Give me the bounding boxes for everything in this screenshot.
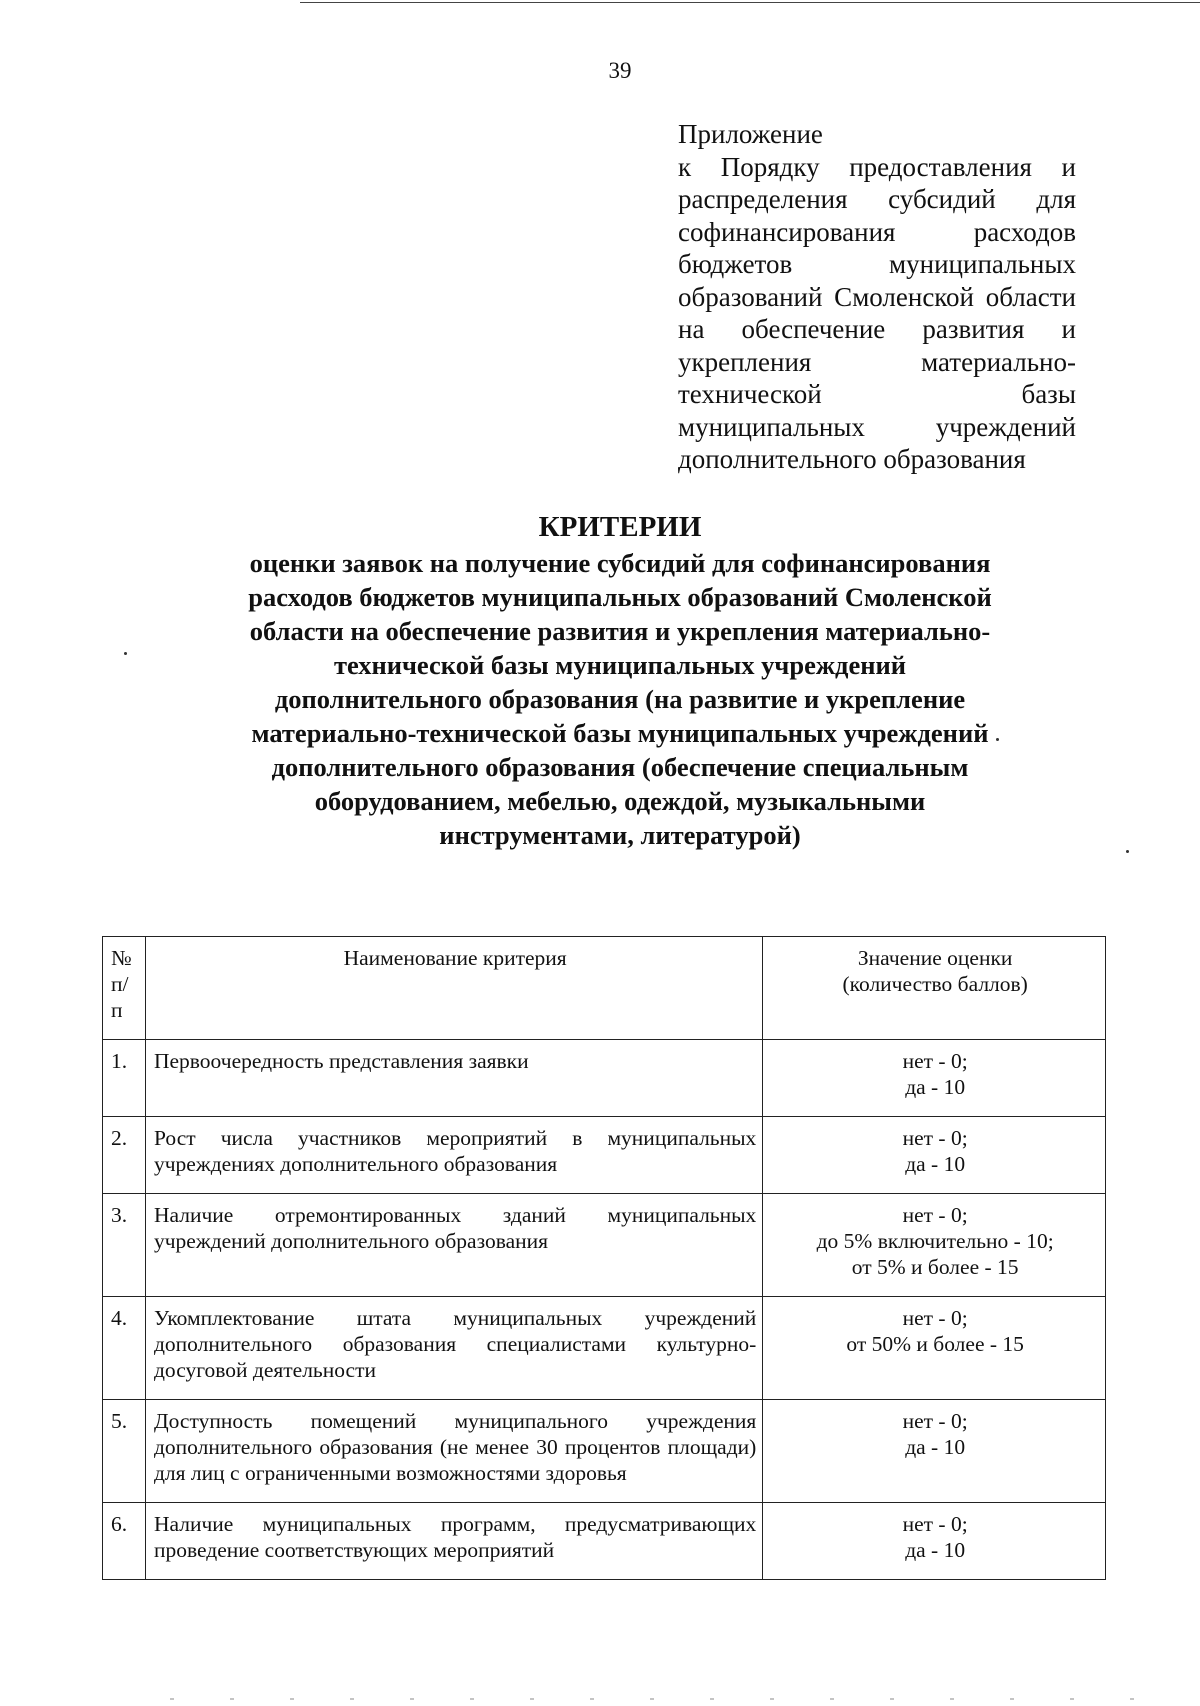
row-criterion: Рост числа участников мероприятий в муниципальных учреждениях дополнительного образования [145,1117,762,1194]
table-row [103,1117,1106,1194]
header-score: Значение оценки (количество баллов) [763,937,1106,1040]
row-score: нет - 0; да - 10 [763,1503,1106,1580]
appendix-body: к Порядку предоставления и распределения субсидий для софинансирования расходов бюджетов муниципальных образований Смоленской области на обеспечение развития и укрепления материально-технической базы муниципальных учреждений дополнительного образования [678,151,1076,474]
row-score: нет - 0; да - 10 [763,1117,1106,1194]
row-score: нет - 0; да - 10 [763,1400,1106,1503]
row-criterion: Укомплектование штата муниципальных учреждений дополнительного образования специалистами культурно-досуговой деятельности [145,1297,762,1400]
table-row [103,1297,1106,1400]
row-num: 6. [103,1503,146,1580]
row-num: 5. [103,1400,146,1503]
row-score: нет - 0; да - 10 [763,1040,1106,1117]
heading-subtitle: оценки заявок на получение субсидий для софинансирования расходов бюджетов муниципальных образований Смоленской области на обеспечение развития и укрепления материально-технической базы муниципальных учреждений дополнительного образования (на развитие и укрепление материально-технической базы муниципальных учреждений дополнительного образования (обеспечение специальным оборудованием, мебелью, одеждой, музыкальными инструментами, литературой) [248,548,992,850]
table-row [103,1040,1106,1117]
table-body [103,1040,1106,1580]
row-criterion: Наличие отремонтированных зданий муниципальных учреждений дополнительного образования [145,1194,762,1297]
document-heading [240,510,1000,852]
row-score: нет - 0; до 5% включительно - 10; от 5% и более - 15 [763,1194,1106,1297]
row-criterion: Доступность помещений муниципального учреждения дополнительного образования (не менее 30 процентов площади) для лиц с ограниченными возможностями здоровья [145,1400,762,1503]
row-num: 3. [103,1194,146,1297]
table-row [103,1194,1106,1297]
row-num: 2. [103,1117,146,1194]
row-num: 1. [103,1040,146,1117]
scan-speck [996,738,999,741]
scan-top-edge-line [300,2,1200,3]
appendix-block [678,118,1076,476]
table-row [103,1503,1106,1580]
appendix-title: Приложение [678,119,823,149]
table-row [103,1400,1106,1503]
table-header-row [103,937,1106,1040]
scan-speck [1126,850,1129,853]
header-num [103,937,146,1040]
scan-speck [124,652,127,655]
scan-bottom-edge-noise [170,1698,1180,1700]
row-score: нет - 0; от 50% и более - 15 [763,1297,1106,1400]
row-num: 4. [103,1297,146,1400]
header-name: Наименование критерия [145,937,762,1040]
criteria-table [102,936,1106,1580]
header-num-label: № п/п [111,946,132,1022]
heading-title: КРИТЕРИИ [538,511,702,543]
page-number: 39 [608,58,632,83]
row-criterion: Первоочередность представления заявки [145,1040,762,1117]
row-criterion: Наличие муниципальных программ, предусматривающих проведение соответствующих мероприятий [145,1503,762,1580]
